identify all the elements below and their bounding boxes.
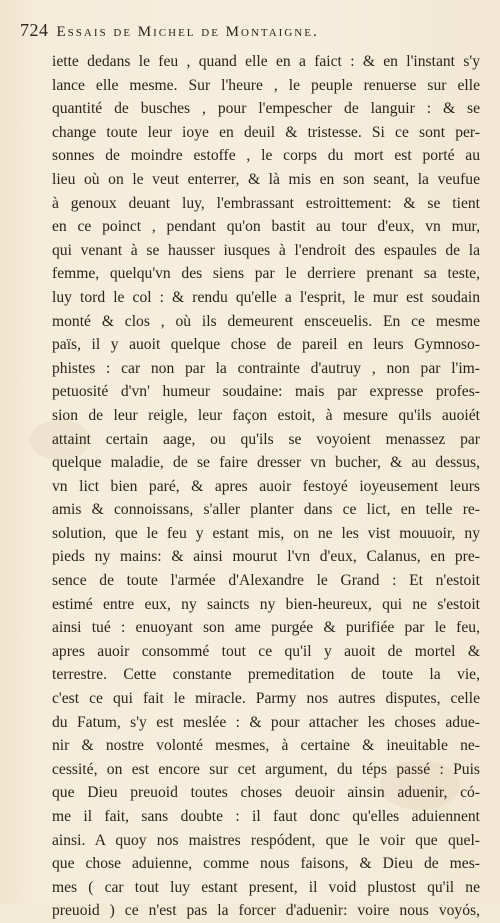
text-line: mes ( car tout luy estant present, il void plustost qu'il ne <box>52 878 480 896</box>
text-line: cessité, on est encore sur cet argument, du téps passé : Puis <box>52 760 480 778</box>
text-line: luy tord le col : & rendu qu'elle a l'esprit, le mur est soudain <box>52 288 480 306</box>
text-line: me il fait, sans doubte : il faut donc qu'elles aduiennent <box>52 808 480 825</box>
text-line: en ce poinct , pendant qu'on bastit au tour d'eux, vn mur, <box>52 218 480 236</box>
text-line: amis & connoissans, s'aller planter dans ce lict, en telle re- <box>52 501 480 519</box>
text-line: ainsi tué : enuoyant son ame purgée & purifiée par le feu, <box>52 619 480 637</box>
text-line: phistes : car non par la contrainte d'autruy , non par l'im- <box>52 359 480 377</box>
text-line: pieds ny mains: & ainsi mourut l'vn d'eux, Calanus, en pre- <box>52 548 480 566</box>
text-line: sonnes de moindre estoffe , le corps du mort est porté au <box>52 147 480 165</box>
text-line: change toute leur ioye en deuil & tristesse. Si ce sont per- <box>52 123 480 141</box>
text-line: sion de leur reigle, leur façon estoit, à mesure qu'ils auoiét <box>52 406 480 424</box>
body-text <box>52 50 480 923</box>
text-line: quelque maladie, de se faire dresser vn bucher, & au dessus, <box>52 454 480 472</box>
text-line: terrestre. Cette constante premeditation de toute la vie, <box>52 666 480 684</box>
text-line: sence de toute l'armée d'Alexandre le Grand : Et n'estoit <box>52 572 480 590</box>
page-header <box>20 20 484 46</box>
text-line: petuosité d'vn' humeur soudaine: mais par expresse profes- <box>52 383 480 401</box>
text-line: païs, il y auoit quelque chose de pareil en leurs Gymnoso- <box>52 336 480 354</box>
text-line: apres auoir consommé tout ce qu'il y auoit de mortel & <box>52 642 480 660</box>
text-line: estimé entre eux, ny saincts ny bien-heureux, qui ne s'estoit <box>52 595 480 613</box>
text-line: que Dieu preuoid toutes choses deuoir ainsin aduenir, có- <box>52 784 480 802</box>
text-line: femme, quelqu'vn des siens par le derriere prenant sa teste, <box>52 265 480 283</box>
text-line: vn lict bien paré, & apres auoir festoyé ioyeusement leurs <box>52 477 480 495</box>
running-head: Essais de Michel de Montaigne. <box>56 24 319 40</box>
text-line: lance elle mesme. Sur l'heure , le peuple renuerse sur elle <box>52 76 480 94</box>
text-line: ainsi. A quoy nos maistres respódent, que le voir que quel- <box>52 831 480 849</box>
text-line: preuoid ) ce n'est pas la forcer d'aduenir: voire nous voyós, <box>52 902 480 920</box>
text-line: que chose aduienne, comme nous faisons, & Dieu de mes- <box>52 855 480 873</box>
text-line: lieu où on le veut enterrer, & là mis en son seant, la veufue <box>52 170 480 188</box>
text-line: monté & clos , où ils demeurent ensceuelis. En ce mesme <box>52 312 480 330</box>
text-line: à genoux deuant luy, l'embrassant estroittement: & se tient <box>52 194 480 212</box>
text-line: attaint certain aage, ou qu'ils se voyoient menassez par <box>52 430 480 448</box>
text-line: quantité de busches , pour l'empescher de languir : & se <box>52 100 480 118</box>
text-line: du Fatum, s'y est meslée : & pour attacher les choses adue- <box>52 713 480 731</box>
page-number: 724 <box>20 20 49 40</box>
text-line: nir & nostre volonté mesmes, à certaine & ineuitable ne- <box>52 737 480 755</box>
text-line: qui venant à se hausser iusques à l'endroit des espaules de la <box>52 241 480 259</box>
text-line: solution, que le feu y estant mis, on ne les vist mouuoir, ny <box>52 524 480 542</box>
text-line: iette dedans le feu , quand elle en a faict : & en l'instant s'y <box>52 53 480 70</box>
text-line: c'est ce qui fait le miracle. Parmy nos autres disputes, celle <box>52 690 480 708</box>
